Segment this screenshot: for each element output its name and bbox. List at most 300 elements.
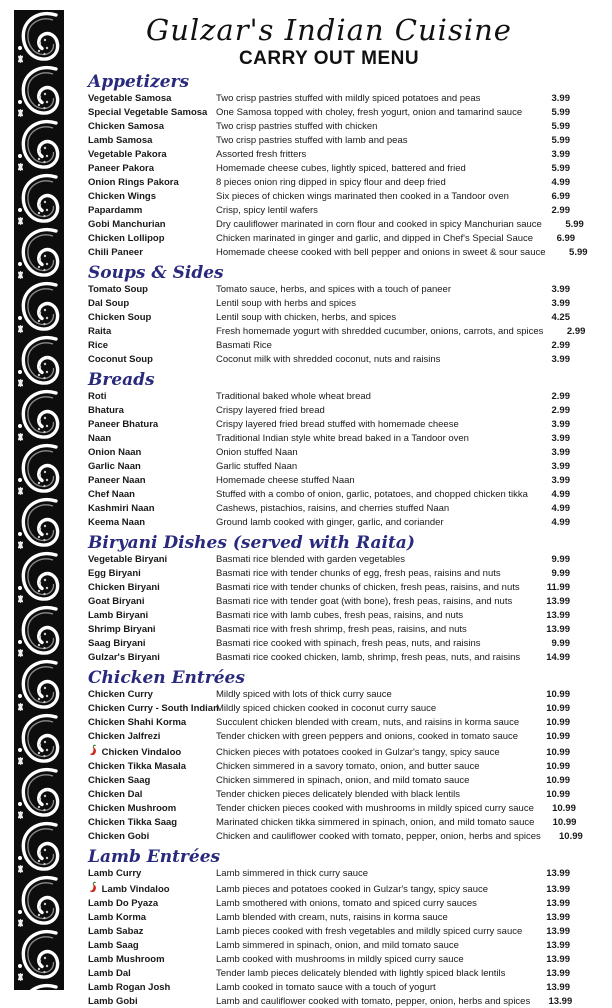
item-name: Chicken Shahi Korma: [88, 717, 187, 728]
menu-item-row: [88, 651, 570, 665]
item-price: 10.99: [546, 703, 570, 714]
item-price: 3.99: [551, 433, 570, 444]
item-name-cell: [88, 502, 216, 516]
item-name-cell: [88, 953, 216, 967]
item-name-cell: [88, 460, 216, 474]
item-description: Basmati rice cooked chicken, lamb, shrimp, fresh peas, nuts, and raisins: [216, 652, 521, 663]
menu-item-row: [88, 120, 570, 134]
menu-item-row: [88, 297, 570, 311]
item-price: 13.99: [546, 940, 570, 951]
item-name: Chicken Vindaloo: [101, 747, 182, 758]
item-description: Lamb blended with cream, nuts, raisins in korma sauce: [216, 912, 448, 923]
item-price: 2.99: [566, 326, 586, 337]
item-name: Lamb Samosa: [88, 135, 153, 146]
item-name-cell: [88, 488, 216, 502]
item-name-cell: [88, 881, 216, 897]
item-name: Lamb Saag: [88, 940, 139, 951]
item-name: Dal Soup: [88, 298, 130, 309]
item-name: Kashmiri Naan: [88, 503, 155, 514]
item-name: Chicken Soup: [88, 312, 152, 323]
item-name-cell: [88, 939, 216, 953]
item-price: 10.99: [546, 747, 570, 758]
item-name-cell: [88, 981, 216, 995]
item-description: Crispy layered fried bread: [216, 405, 325, 416]
menu-section: [88, 371, 570, 530]
item-name: Rice: [88, 340, 109, 351]
item-name: Chicken Biryani: [88, 582, 160, 593]
item-name: Garlic Naan: [88, 461, 141, 472]
menu-item-row: [88, 981, 570, 995]
item-name-cell: [88, 339, 216, 353]
item-name: Coconut Soup: [88, 354, 153, 365]
item-price: 10.99: [546, 689, 570, 700]
item-price: 13.99: [546, 898, 570, 909]
menu-item-row: [88, 446, 570, 460]
item-description: Homemade cheese cooked with bell pepper and onions in sweet & sour sauce: [216, 247, 546, 258]
menu-item-row: [88, 218, 584, 232]
menu-sections: [88, 72, 588, 1008]
item-description: Basmati rice with lamb cubes, fresh peas, raisins, and nuts: [216, 610, 464, 621]
menu-item-row: [88, 488, 570, 502]
item-name-cell: [88, 911, 216, 925]
item-description: Onion stuffed Naan: [216, 447, 298, 458]
item-description: Basmati rice blended with garden vegetables: [216, 554, 406, 565]
item-description: Crisp, spicy lentil wafers: [216, 205, 318, 216]
section-title: Soups & Sides: [88, 263, 224, 283]
item-name-cell: [88, 190, 216, 204]
item-name: Bhatura: [88, 405, 124, 416]
menu-section: [88, 263, 586, 367]
item-name: Paneer Naan: [88, 475, 146, 486]
item-name: Chicken Wings: [88, 191, 157, 202]
item-price: 14.99: [546, 652, 570, 663]
item-name: Chicken Tikka Masala: [88, 761, 187, 772]
item-description: Homemade cheese stuffed Naan: [216, 475, 355, 486]
item-description: Tender chicken pieces delicately blended with black lentils: [216, 789, 460, 800]
item-name-cell: [88, 311, 216, 325]
item-description: Lamb smothered with onions, tomato and spiced curry sauces: [216, 898, 477, 909]
item-name: Vegetable Biryani: [88, 554, 168, 565]
item-description: Tender lamb pieces delicately blended with lightly spiced black lentils: [216, 968, 506, 979]
item-name: Raita: [88, 326, 112, 337]
section-title: Chicken Entrées: [88, 668, 245, 688]
item-name: Shrimp Biryani: [88, 624, 156, 635]
item-name-cell: [88, 92, 216, 106]
item-name: Chef Naan: [88, 489, 135, 500]
menu-item-row: [88, 460, 570, 474]
item-name-cell: [88, 867, 216, 881]
item-name-cell: [88, 204, 216, 218]
section-title: Lamb Entrées: [88, 847, 221, 867]
item-price: 10.99: [559, 831, 583, 842]
item-price: 4.99: [551, 503, 570, 514]
item-name: Chicken Samosa: [88, 121, 165, 132]
item-price: 4.99: [551, 489, 570, 500]
chili-pepper-icon: [88, 744, 98, 757]
item-description: Assorted fresh fritters: [216, 149, 307, 160]
item-price: 5.99: [551, 121, 570, 132]
item-name-cell: [88, 474, 216, 488]
section-items: [88, 283, 586, 367]
item-name: Roti: [88, 391, 107, 402]
item-name: Chicken Tikka Saag: [88, 817, 178, 828]
item-description: Chicken and cauliflower cooked with tomato, pepper, onion, herbs and spices: [216, 831, 541, 842]
item-name: Lamb Biryani: [88, 610, 149, 621]
item-description: Basmati rice cooked with spinach, fresh peas, nuts, and raisins: [216, 638, 481, 649]
item-description: Lamb and cauliflower cooked with tomato, pepper, onion, herbs and spices: [216, 996, 531, 1007]
item-price: 10.99: [546, 761, 570, 772]
menu-item-row: [88, 967, 570, 981]
menu-item-row: [88, 162, 570, 176]
item-description: Coconut milk with shredded coconut, nuts and raisins: [216, 354, 441, 365]
item-description: Chicken marinated in ginger and garlic, and dipped in Chef's Special Sauce: [216, 233, 534, 244]
item-name-cell: [88, 730, 216, 744]
menu-item-row: [88, 134, 570, 148]
item-price: 13.99: [546, 982, 570, 993]
menu-item-row: [88, 881, 570, 897]
item-description: Tomato sauce, herbs, and spices with a touch of paneer: [216, 284, 451, 295]
section-items: [88, 92, 588, 260]
item-description: Chicken simmered in a savory tomato, onion, and butter sauce: [216, 761, 480, 772]
section-title: Biryani Dishes (served with Raita): [88, 533, 415, 553]
item-price: 13.99: [546, 954, 570, 965]
item-price: 13.99: [546, 968, 570, 979]
chili-pepper-icon: [88, 881, 98, 894]
menu-item-row: [88, 730, 570, 744]
item-name: Goat Biryani: [88, 596, 145, 607]
item-name-cell: [88, 148, 216, 162]
section-title: Appetizers: [88, 72, 190, 92]
item-description: Lamb cooked in tomato sauce with a touch of yogurt: [216, 982, 436, 993]
item-name-cell: [88, 418, 216, 432]
item-name-cell: [88, 446, 216, 460]
menu-section: [88, 668, 583, 844]
menu-item-row: [88, 623, 570, 637]
menu-item-row: [88, 353, 570, 367]
item-description: Marinated chicken tikka simmered in spinach, onion, and mild tomato sauce: [216, 817, 535, 828]
item-description: 8 pieces onion ring dipped in spicy flour and deep fried: [216, 177, 446, 188]
item-name-cell: [88, 162, 216, 176]
item-name: Egg Biryani: [88, 568, 141, 579]
item-price: 13.99: [546, 624, 570, 635]
item-name-cell: [88, 390, 216, 404]
item-description: Crispy layered fried bread stuffed with homemade cheese: [216, 419, 459, 430]
item-name-cell: [88, 609, 216, 623]
item-price: 2.99: [551, 205, 570, 216]
item-description: Chicken pieces with potatoes cooked in Gulzar's tangy, spicy sauce: [216, 747, 500, 758]
item-name-cell: [88, 967, 216, 981]
item-description: Lentil soup with herbs and spices: [216, 298, 356, 309]
item-name: Lamb Curry: [88, 868, 142, 879]
menu-item-row: [88, 283, 570, 297]
item-name-cell: [88, 134, 216, 148]
item-name-cell: [88, 218, 216, 232]
item-price: 10.99: [546, 731, 570, 742]
item-description: Mildly spiced chicken cooked in coconut curry sauce: [216, 703, 437, 714]
menu-item-row: [88, 432, 570, 446]
menu-item-row: [88, 939, 570, 953]
menu-item-row: [88, 418, 570, 432]
item-description: One Samosa topped with choley, fresh yogurt, onion and tamarind sauce: [216, 107, 523, 118]
menu-item-row: [88, 911, 570, 925]
item-price: 5.99: [551, 135, 570, 146]
item-name: Chicken Saag: [88, 775, 151, 786]
item-name-cell: [88, 623, 216, 637]
item-price: 13.99: [546, 884, 570, 895]
item-price: 2.99: [551, 340, 570, 351]
item-name-cell: [88, 325, 216, 339]
item-name: Lamb Vindaloo: [101, 884, 170, 895]
item-name-cell: [88, 816, 216, 830]
menu-item-row: [88, 474, 570, 488]
menu-item-row: [88, 760, 570, 774]
item-price: 3.99: [551, 298, 570, 309]
menu-item-row: [88, 637, 570, 651]
item-name: Gobi Manchurian: [88, 219, 166, 230]
restaurant-name: Gulzar's Indian Cuisine: [146, 13, 512, 47]
menu-title: CARRY OUT MENU: [238, 48, 420, 69]
item-price: 3.99: [551, 447, 570, 458]
menu-item-row: [88, 716, 570, 730]
item-name: Chicken Dal: [88, 789, 143, 800]
item-price: 6.99: [551, 191, 570, 202]
menu-item-row: [88, 246, 588, 260]
item-price: 3.99: [551, 461, 570, 472]
item-description: Lamb pieces cooked with fresh vegetables and mildly spiced curry sauce: [216, 926, 523, 937]
item-price: 10.99: [546, 717, 570, 728]
menu-item-row: [88, 702, 570, 716]
menu-item-row: [88, 788, 570, 802]
item-name-cell: [88, 176, 216, 190]
menu-item-row: [88, 897, 570, 911]
menu-section: [88, 72, 588, 260]
item-name-cell: [88, 553, 216, 567]
item-name-cell: [88, 516, 216, 530]
menu-item-row: [88, 92, 570, 106]
item-name-cell: [88, 297, 216, 311]
item-name: Lamb Gobi: [88, 996, 138, 1007]
menu-item-row: [88, 148, 570, 162]
item-price: 9.99: [551, 638, 570, 649]
item-name: Onion Rings Pakora: [88, 177, 179, 188]
menu-item-row: [88, 176, 570, 190]
item-name-cell: [88, 760, 216, 774]
item-description: Traditional baked whole wheat bread: [216, 391, 371, 402]
item-description: Tender chicken pieces cooked with mushrooms in mildly spiced curry sauce: [216, 803, 534, 814]
item-name-cell: [88, 688, 216, 702]
item-description: Dry cauliflower marinated in corn flour and cooked in spicy Manchurian sauce: [216, 219, 542, 230]
item-name: Paneer Pakora: [88, 163, 155, 174]
item-name: Lamb Do Pyaza: [88, 898, 159, 909]
menu-item-row: [88, 688, 570, 702]
menu-item-row: [88, 609, 570, 623]
item-name: Tomato Soup: [88, 284, 148, 295]
item-description: Lamb simmered in spinach, onion, and mild tomato sauce: [216, 940, 459, 951]
item-price: 10.99: [546, 789, 570, 800]
menu-section: [88, 534, 570, 665]
item-price: 9.99: [551, 554, 570, 565]
item-description: Basmati rice with tender chunks of egg, fresh peas, raisins and nuts: [216, 568, 501, 579]
item-description: Basmati Rice: [216, 340, 272, 351]
menu-item-row: [88, 204, 570, 218]
item-name-cell: [88, 432, 216, 446]
item-name-cell: [88, 246, 216, 260]
menu-item-row: [88, 567, 570, 581]
item-description: Fresh homemade yogurt with shredded cucumber, onions, carrots, and spices: [216, 326, 544, 337]
menu-item-row: [88, 830, 583, 844]
item-price: 11.99: [546, 582, 570, 593]
menu-item-row: [88, 995, 573, 1008]
item-name-cell: [88, 353, 216, 367]
item-price: 3.99: [551, 419, 570, 430]
item-price: 13.99: [546, 868, 570, 879]
item-name-cell: [88, 595, 216, 609]
item-price: 5.99: [551, 107, 570, 118]
item-name-cell: [88, 106, 216, 120]
item-price: 10.99: [552, 817, 577, 828]
item-name: Vegetable Samosa: [88, 93, 172, 104]
item-description: Cashews, pistachios, raisins, and cherries stuffed Naan: [216, 503, 450, 514]
section-items: [88, 390, 570, 530]
item-price: 13.99: [546, 596, 570, 607]
item-price: 5.99: [551, 163, 570, 174]
menu-item-row: [88, 744, 570, 760]
item-description: Lamb simmered in thick curry sauce: [216, 868, 369, 879]
menu-item-row: [88, 325, 586, 339]
item-name: Papardamm: [88, 205, 143, 216]
menu-item-row: [88, 339, 570, 353]
item-price: 6.99: [556, 233, 576, 244]
item-name-cell: [88, 702, 219, 716]
item-description: Basmati rice with tender chunks of chicken, fresh peas, raisins, and nuts: [216, 582, 520, 593]
item-name-cell: [88, 120, 216, 134]
item-price: 13.99: [546, 926, 570, 937]
item-name-cell: [88, 567, 216, 581]
item-name-cell: [88, 744, 216, 760]
item-name: Chicken Curry: [88, 689, 153, 700]
item-name: Chicken Gobi: [88, 831, 150, 842]
menu-item-row: [88, 232, 576, 246]
section-title: Breads: [88, 370, 155, 390]
item-name: Chicken Jalfrezi: [88, 731, 161, 742]
item-description: Lamb cooked with mushrooms in mildly spiced curry sauce: [216, 954, 464, 965]
item-price: 3.99: [551, 475, 570, 486]
item-price: 10.99: [546, 775, 570, 786]
item-name: Chili Paneer: [88, 247, 143, 258]
item-description: Basmati rice with fresh shrimp, fresh peas, raisins, and nuts: [216, 624, 467, 635]
item-description: Stuffed with a combo of onion, garlic, potatoes, and chopped chicken tikka: [216, 489, 528, 500]
item-name-cell: [88, 774, 216, 788]
menu-item-row: [88, 802, 576, 816]
item-name-cell: [88, 925, 216, 939]
item-description: Traditional Indian style white bread baked in a Tandoor oven: [216, 433, 469, 444]
item-name: Chicken Lollipop: [88, 233, 165, 244]
item-name: Vegetable Pakora: [88, 149, 167, 160]
item-price: 3.99: [551, 149, 570, 160]
item-name: Onion Naan: [88, 447, 142, 458]
menu-item-row: [88, 553, 570, 567]
item-description: Ground lamb cooked with ginger, garlic, and coriander: [216, 517, 444, 528]
item-description: Succulent chicken blended with cream, nuts, and raisins in korma sauce: [216, 717, 520, 728]
item-name: Lamb Sabaz: [88, 926, 144, 937]
item-name-cell: [88, 897, 216, 911]
section-items: [88, 688, 583, 844]
item-price: 13.99: [546, 912, 570, 923]
item-name-cell: [88, 788, 216, 802]
menu-item-row: [88, 925, 570, 939]
item-name: Saag Biryani: [88, 638, 146, 649]
section-items: [88, 553, 570, 665]
item-price: 5.99: [565, 219, 584, 230]
item-price: 4.25: [551, 312, 570, 323]
paisley-border-decoration: [14, 10, 64, 990]
item-name: Lamb Korma: [88, 912, 147, 923]
menu-item-row: [88, 516, 570, 530]
item-price: 5.99: [569, 247, 588, 258]
item-name: Chicken Curry - South Indian: [88, 703, 219, 714]
item-description: Chicken simmered in spinach, onion, and mild tomato sauce: [216, 775, 470, 786]
item-description: Lentil soup with chicken, herbs, and spices: [216, 312, 397, 323]
item-name-cell: [88, 581, 216, 595]
item-price: 3.99: [551, 284, 570, 295]
item-name-cell: [88, 232, 216, 246]
section-items: [88, 867, 573, 1008]
item-name: Keema Naan: [88, 517, 146, 528]
menu-section: [88, 847, 573, 1008]
item-price: 9.99: [551, 568, 570, 579]
menu-item-row: [88, 867, 570, 881]
item-name: Paneer Bhatura: [88, 419, 159, 430]
item-price: 13.99: [546, 610, 570, 621]
menu-item-row: [88, 953, 570, 967]
item-name: Lamb Rogan Josh: [88, 982, 171, 993]
menu-item-row: [88, 774, 570, 788]
menu-item-row: [88, 390, 570, 404]
item-name: Special Vegetable Samosa: [88, 107, 208, 118]
item-price: 2.99: [551, 405, 570, 416]
item-name: Lamb Mushroom: [88, 954, 165, 965]
menu-content: [88, 8, 588, 1008]
item-name: Gulzar's Biryani: [88, 652, 160, 663]
item-description: Tender chicken with green peppers and onions, cooked in tomato sauce: [216, 731, 519, 742]
item-name: Chicken Mushroom: [88, 803, 177, 814]
item-name: Lamb Dal: [88, 968, 131, 979]
item-description: Two crisp pastries stuffed with chicken: [216, 121, 378, 132]
item-price: 10.99: [552, 803, 576, 814]
menu-item-row: [88, 816, 577, 830]
item-name-cell: [88, 283, 216, 297]
menu-item-row: [88, 581, 570, 595]
item-description: Homemade cheese cubes, lightly spiced, battered and fried: [216, 163, 466, 174]
item-price: 4.99: [551, 517, 570, 528]
item-description: Two crisp pastries stuffed with lamb and peas: [216, 135, 408, 146]
item-description: Lamb pieces and potatoes cooked in Gulzar's tangy, spicy sauce: [216, 884, 489, 895]
item-price: 4.99: [551, 177, 570, 188]
item-name-cell: [88, 637, 216, 651]
item-price: 13.99: [548, 996, 573, 1007]
item-name-cell: [88, 404, 216, 418]
menu-item-row: [88, 502, 570, 516]
item-name-cell: [88, 802, 216, 816]
item-name-cell: [88, 830, 216, 844]
item-name-cell: [88, 651, 216, 665]
menu-item-row: [88, 311, 570, 325]
menu-item-row: [88, 106, 570, 120]
item-price: 3.99: [551, 93, 570, 104]
item-description: Six pieces of chicken wings marinated then cooked in a Tandoor oven: [216, 191, 509, 202]
menu-item-row: [88, 404, 570, 418]
item-description: Two crisp pastries stuffed with mildly spiced potatoes and peas: [216, 93, 481, 104]
